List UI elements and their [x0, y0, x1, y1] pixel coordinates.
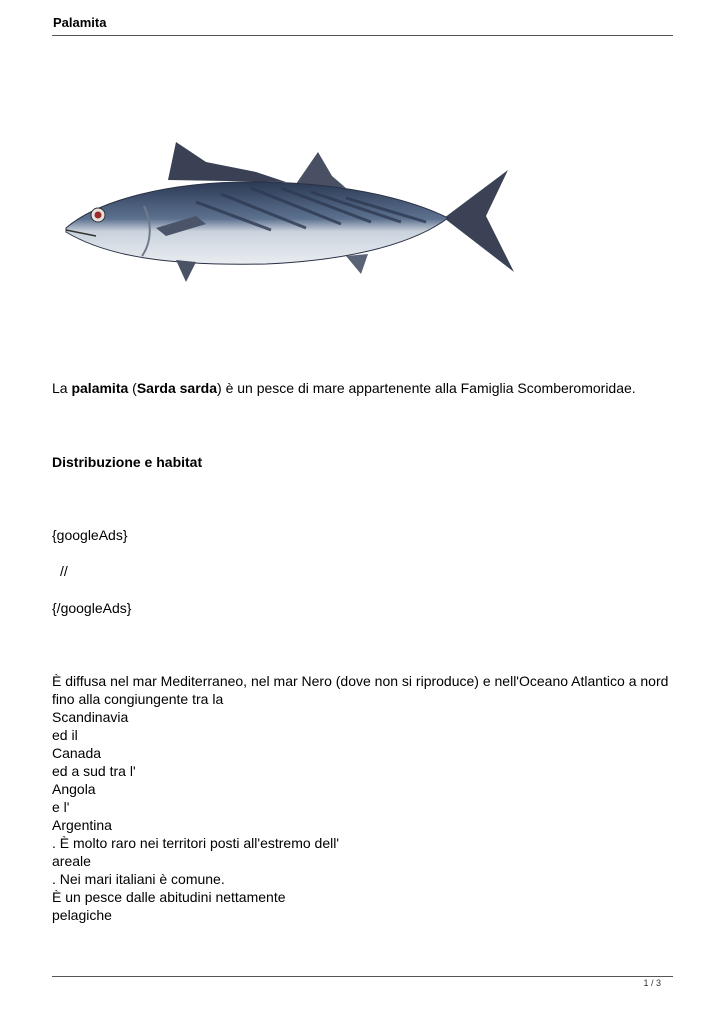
body-line: areale	[52, 853, 91, 869]
dorsal-fin	[168, 142, 286, 182]
body-line: Angola	[52, 781, 96, 797]
pelvic-fin	[176, 260, 196, 282]
tail-fin	[444, 170, 514, 272]
second-dorsal-fin	[296, 152, 346, 188]
body-line: È diffusa nel mar Mediterraneo, nel mar Nero (dove non si riproduce) e nell'Oceano Atlantico a nord fino alla congiungente tra la	[52, 673, 669, 707]
ads-comment: //	[60, 563, 68, 579]
body-line: Scandinavia	[52, 709, 129, 725]
body-text	[52, 672, 677, 924]
ads-close-tag: {/googleAds}	[52, 600, 132, 616]
fish-illustration	[56, 132, 526, 312]
intro-open-paren: (	[128, 380, 137, 396]
intro-paragraph	[52, 379, 677, 397]
body-line: ed il	[52, 727, 78, 743]
ads-open-tag: {googleAds}	[52, 527, 128, 543]
intro-suffix: ) è un pesce di mare appartenente alla Famiglia Scomberomoridae.	[217, 380, 636, 396]
header-divider	[52, 35, 673, 36]
body-line: e l'	[52, 799, 70, 815]
fish-body	[66, 182, 448, 264]
page-header-title: Palamita	[53, 15, 107, 30]
anal-fin	[346, 254, 368, 274]
body-line: ed a sud tra l'	[52, 763, 136, 779]
body-line: Argentina	[52, 817, 112, 833]
section-heading: Distribuzione e habitat	[52, 454, 203, 470]
intro-prefix: La	[52, 380, 72, 396]
footer-divider	[52, 976, 673, 977]
intro-scientific-name: Sarda sarda	[136, 380, 218, 396]
intro-term: palamita	[71, 380, 129, 396]
body-line: . Nei mari italiani è comune.	[52, 871, 225, 887]
body-line: È un pesce dalle abitudini nettamente	[52, 889, 286, 905]
body-line: pelagiche	[52, 907, 112, 923]
body-line: Canada	[52, 745, 102, 761]
body-line: . È molto raro nei territori posti all'estremo dell'	[52, 835, 340, 851]
page-number: 1 / 3	[643, 978, 661, 988]
